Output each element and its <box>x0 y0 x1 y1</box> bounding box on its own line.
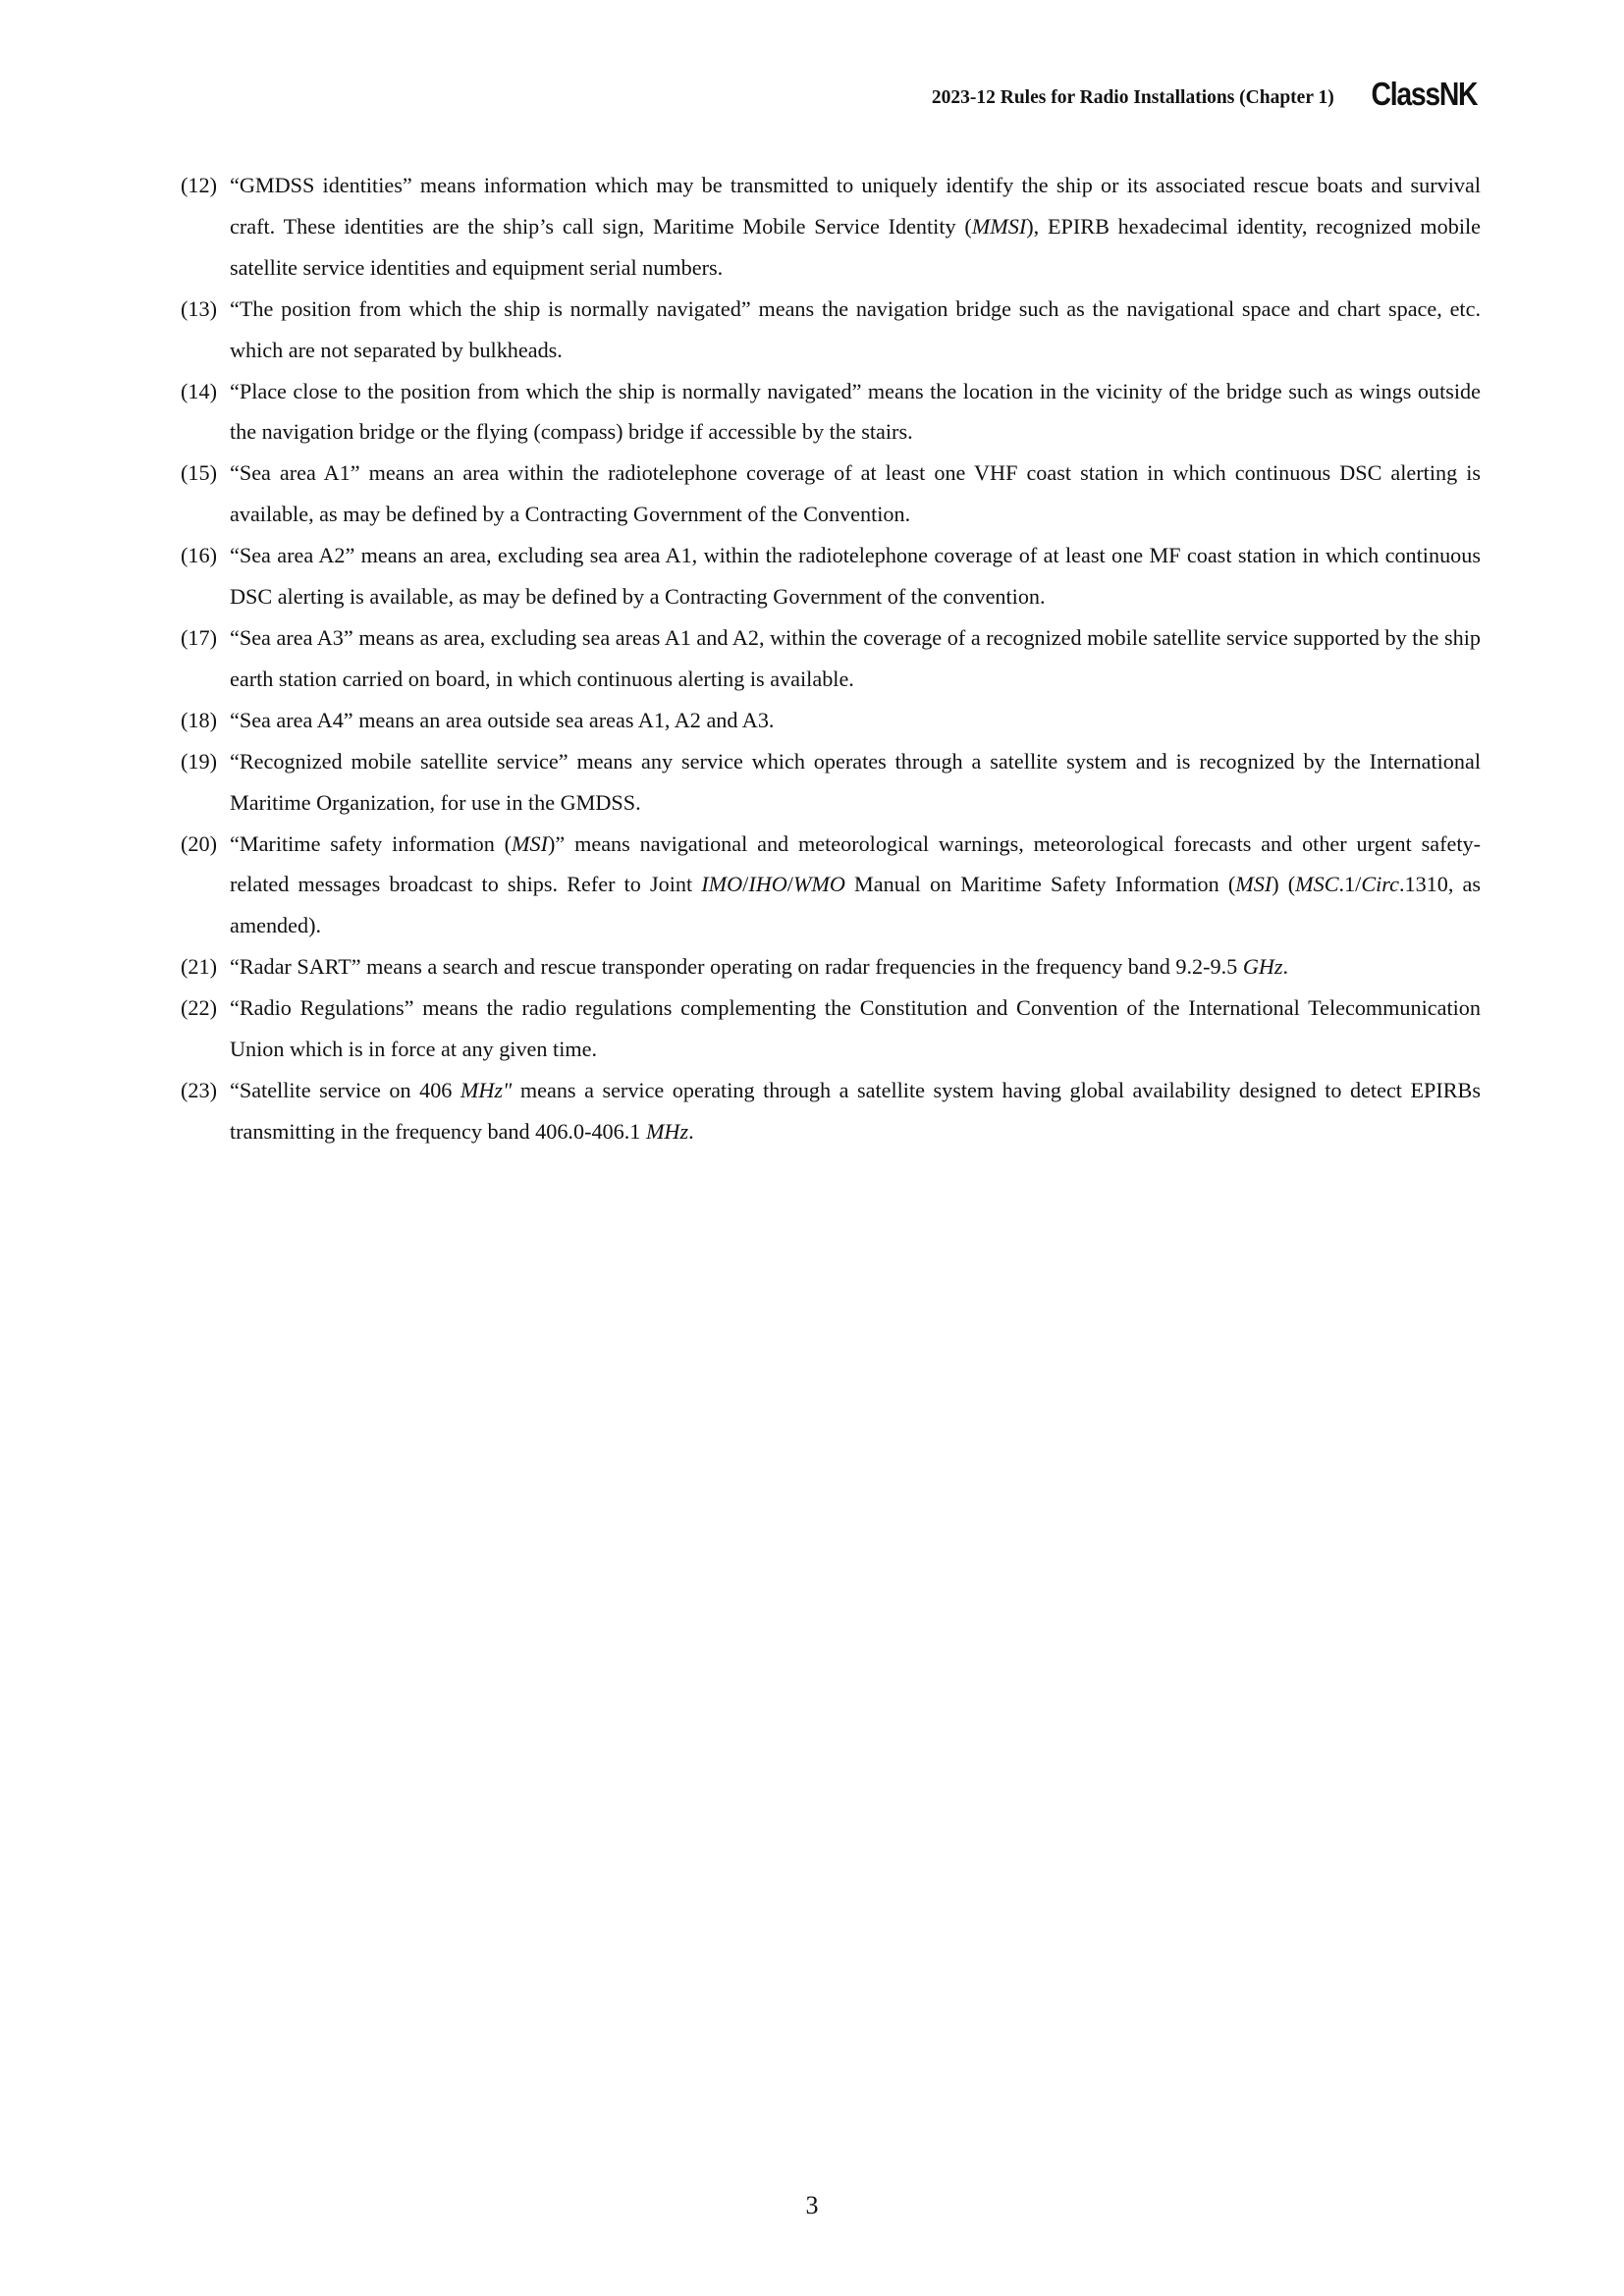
definition-number: (14) <box>181 378 217 403</box>
definition-number: (21) <box>181 954 217 980</box>
definition-item <box>181 1070 1481 1152</box>
definition-text <box>230 708 774 732</box>
definition-number: (15) <box>181 460 217 486</box>
text-segment: “Place close to the position from which the ship is normally navigated” means the location in the vicinity of the bridge such as wings outside the navigation bridge or the flying (compass) bridge if accessible by the stairs. <box>230 378 1481 445</box>
definition-number: (22) <box>181 995 217 1021</box>
definition-text <box>230 954 1288 979</box>
definition-text <box>230 831 1481 938</box>
definition-item <box>181 700 1481 741</box>
definition-item <box>181 535 1481 617</box>
italic-term: Circ <box>1361 872 1399 897</box>
page-number: 3 <box>805 2191 819 2219</box>
italic-term: MSC <box>1295 872 1339 897</box>
classnk-logo: ClassNK <box>1371 76 1477 112</box>
definition-number: (12) <box>181 173 217 197</box>
text-segment: “Maritime safety information ( <box>230 830 513 856</box>
page-header <box>932 75 1477 114</box>
definition-item <box>181 741 1481 824</box>
italic-term: IMO <box>701 872 743 897</box>
text-segment: “Recognized mobile satellite service” means any service which operates through a satellite system and is recognized by the International Maritime Organization, for use in the GMDSS. <box>230 748 1481 815</box>
definition-item <box>181 946 1481 988</box>
definition-text <box>230 749 1481 815</box>
italic-term: MSI <box>1235 872 1272 897</box>
definition-text <box>230 625 1481 691</box>
definition-text <box>230 543 1481 609</box>
definition-number: (19) <box>181 748 217 774</box>
italic-term: MSI <box>512 830 549 856</box>
italic-term: IHO <box>748 872 787 897</box>
text-segment: . <box>688 1118 694 1144</box>
text-segment: / <box>742 872 749 897</box>
definition-text <box>230 173 1481 280</box>
text-segment: / <box>786 872 793 897</box>
definition-item <box>181 617 1481 700</box>
definition-number: (18) <box>181 707 217 732</box>
italic-term: WMO <box>792 872 845 897</box>
text-segment: ) ( <box>1272 872 1296 897</box>
text-segment: .1310, as amended). <box>230 872 1482 938</box>
definition-item <box>181 824 1481 947</box>
definition-text <box>230 379 1481 445</box>
text-segment: “GMDSS identities” means information which may be transmitted to uniquely identify the ship or its associated rescue boats and survival craft. These identities are the ship’s call sign, Maritime Mobile Service Identity ( <box>230 173 1481 239</box>
text-segment: Manual on Maritime Safety Information ( <box>844 872 1236 897</box>
definition-text <box>230 296 1481 362</box>
text-segment: . <box>1282 954 1289 980</box>
definition-item <box>181 988 1481 1070</box>
definition-number: (13) <box>181 295 217 321</box>
definition-text <box>230 995 1481 1061</box>
definition-number: (17) <box>181 624 217 650</box>
definition-text <box>230 460 1481 526</box>
text-segment: “Radio Regulations” means the radio regulations complementing the Constitution and Convention of the International Telecommunication Union which is in force at any given time. <box>230 995 1481 1062</box>
italic-term: MMSI <box>971 213 1027 239</box>
text-segment: “Sea area A2” means an area, excluding sea area A1, within the radiotelephone coverage of at least one MF coast station in which continuous DSC alerting is available, as may be defined by a Contracting Government of the convention. <box>230 543 1481 610</box>
definition-item <box>181 453 1481 535</box>
text-segment: “Sea area A4” means an area outside sea areas A1, A2 and A3. <box>230 707 775 732</box>
definition-item <box>181 165 1481 289</box>
text-segment: “Sea area A1” means an area within the radiotelephone coverage of at least one VHF coast station in which continuous DSC alerting is available, as may be defined by a Contracting Government of the Convention. <box>230 460 1481 527</box>
definition-text <box>230 1078 1481 1144</box>
italic-term: MHz" <box>460 1077 513 1102</box>
definition-number: (16) <box>181 543 217 568</box>
definition-item <box>181 289 1481 371</box>
italic-term: MHz <box>645 1118 689 1144</box>
text-segment: ), EPIRB hexadecimal identity, recognized mobile satellite service identities and equipment serial numbers. <box>230 213 1481 280</box>
text-segment: .1/ <box>1338 872 1362 897</box>
text-segment: “The position from which the ship is normally navigated” means the navigation bridge such as the navigational space and chart space, etc. which are not separated by bulkheads. <box>230 295 1481 362</box>
definition-number: (23) <box>181 1077 217 1102</box>
definition-number: (20) <box>181 830 217 856</box>
text-segment: )” means navigational and meteorological warnings, meteorological forecasts and other urgent safety-related messages broadcast to ships. Refer to Joint <box>230 830 1481 897</box>
text-segment: “Sea area A3” means as area, excluding sea areas A1 and A2, within the coverage of a recognized mobile satellite service supported by the ship earth station carried on board, in which continuous alerting is available. <box>230 624 1481 691</box>
header-title: 2023-12 Rules for Radio Installations (Chapter 1) <box>931 87 1334 108</box>
definition-item <box>181 371 1481 454</box>
text-segment: “Radar SART” means a search and rescue transponder operating on radar frequencies in the frequency band 9.2-9.5 <box>230 954 1243 980</box>
definitions-list <box>181 165 1481 1152</box>
italic-term: GHz <box>1242 954 1283 980</box>
text-segment: means a service operating through a satellite system having global availability designed to detect EPIRBs transmitting in the frequency band 406.0-406.1 <box>230 1077 1481 1144</box>
text-segment: “Satellite service on 406 <box>230 1077 460 1102</box>
